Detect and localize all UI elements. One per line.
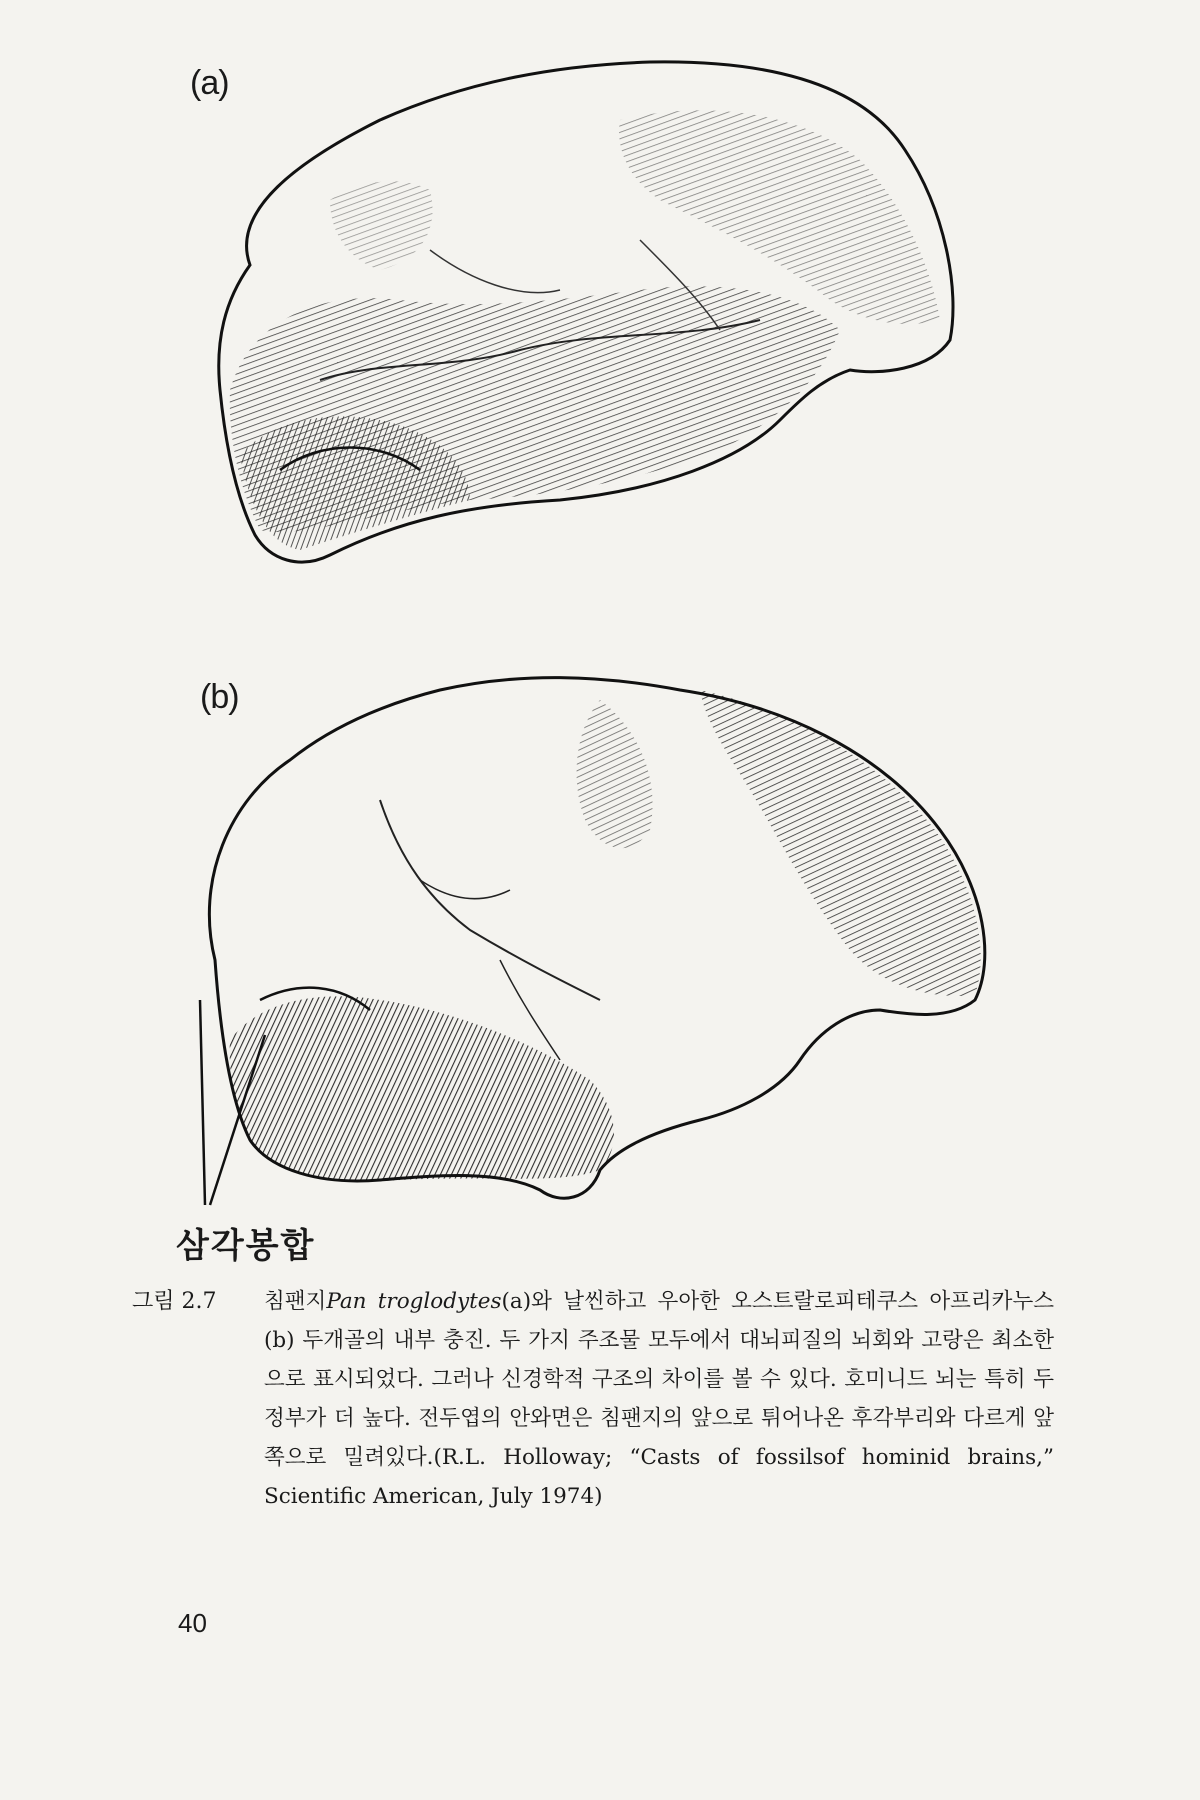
caption-text-lead: 침팬지 [264, 1289, 327, 1314]
suture-annotation-label: 삼각봉합 [176, 1226, 316, 1266]
caption-text-rest: (a)와 날씬하고 우아한 오스트랄로피테쿠스 아프리카누스(b) 두개골의 내부 충진. 두 가지 주조물 모두에서 대뇌피질의 뇌회와 고랑은 최소한으로 표시되었다. 그러나 신경학적 구조의 차이를 볼 수 있다. 호미니드 뇌는 특히 두정부가 더 높다. 전두엽의 안와면은 침팬지의 앞으로 튀어나온 후각부리와 다르게 앞쪽으로 밀려있다.(R.L. Holloway; “Casts of fossilsof hominid brains,” Scientific American, July 1974) [264, 1289, 1054, 1509]
caption-number: 그림 2.7 [132, 1289, 217, 1314]
page-number: 40 [178, 1608, 207, 1638]
panel-a-label: (a) [190, 64, 229, 102]
annotation-pointer-line [200, 1000, 205, 1205]
caption-body [264, 1282, 1054, 1516]
panel-b-label: (b) [200, 678, 239, 716]
caption-species-name: Pan troglodytes [326, 1289, 502, 1314]
